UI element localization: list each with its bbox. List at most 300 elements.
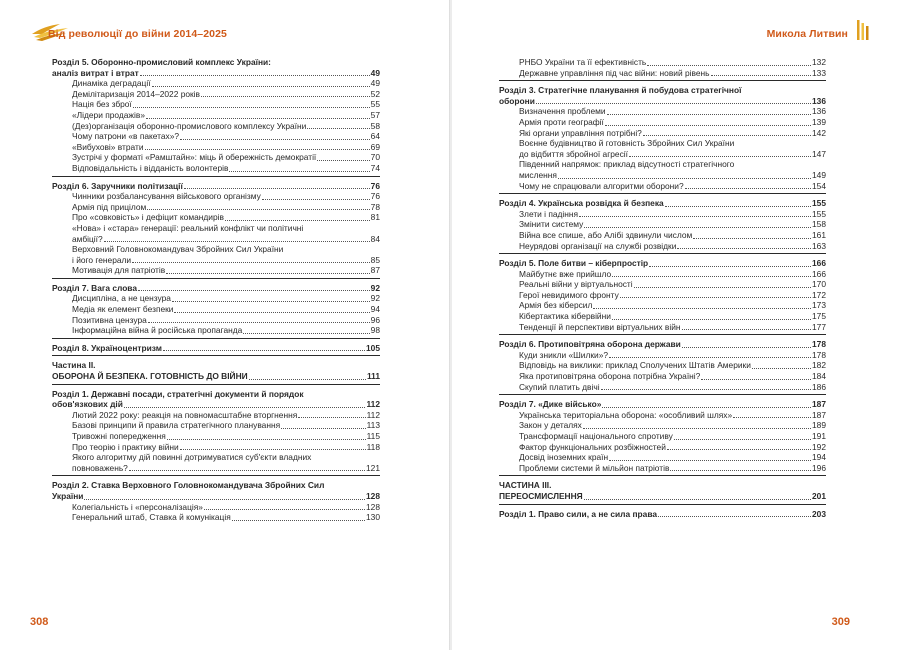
toc-entry-title: Генеральний штаб, Ставка й комунікація — [72, 512, 231, 523]
toc-subsection-entry[interactable] — [499, 181, 826, 192]
toc-page-number: 187 — [812, 409, 826, 420]
toc-page-number: 155 — [812, 208, 826, 219]
toc-subsection-entry[interactable] — [499, 138, 826, 149]
toc-entry-title: Відповідь на виклики: приклад Сполучених Штатів Америки — [519, 360, 751, 371]
toc-entry-title: Відповідальність і відданість волонтерів — [72, 162, 229, 173]
toc-chapter-entry[interactable] — [52, 480, 380, 491]
toc-page-number: 52 — [370, 88, 380, 99]
toc-page-number: 187 — [812, 399, 826, 410]
toc-page-number: 112 — [366, 399, 380, 410]
toc-subsection-entry[interactable] — [499, 279, 826, 290]
toc-page-number: 191 — [812, 431, 826, 441]
toc-entry-title: до відбиття збройної агресії — [519, 148, 628, 159]
dot-leader — [665, 206, 811, 207]
section-separator — [52, 176, 380, 177]
section-separator — [52, 338, 380, 339]
dot-leader — [649, 266, 811, 267]
toc-entry-title: Розділ 1. Право сили, а не сила права — [499, 508, 658, 519]
toc-page-number: 154 — [812, 180, 826, 191]
toc-entry-title: Дисципліна, а не цензура — [72, 293, 171, 304]
toc-chapter-entry[interactable] — [499, 491, 826, 502]
dot-leader — [733, 417, 811, 418]
toc-entry-title: Трансформації національного спротиву — [519, 431, 673, 441]
toc-entry-title: Розділ 7. «Дике військо» — [499, 399, 602, 410]
dot-leader — [558, 178, 811, 179]
dot-leader — [612, 319, 811, 320]
toc-subsection-entry[interactable] — [499, 431, 826, 442]
dot-leader — [620, 297, 811, 298]
toc-page-number: 112 — [366, 409, 380, 420]
toc-entry-title: Інформаційна війна й російська пропаганда — [72, 325, 243, 336]
toc-subsection-entry[interactable] — [52, 121, 380, 132]
toc-subsection-entry[interactable] — [52, 431, 380, 442]
toc-entry-title: Про теорію і практику війни — [72, 441, 179, 452]
toc-page-number: 113 — [366, 420, 380, 431]
toc-entry-title: Чинники розбалансування військового організму — [72, 191, 261, 202]
toc-page-number: 69 — [370, 141, 380, 152]
toc-page-number: 78 — [370, 201, 380, 212]
toc-chapter-entry[interactable] — [499, 509, 826, 520]
toc-entry-title: Фактор функціональних розбіжностей — [519, 441, 666, 452]
toc-entry-title: Яка протиповітряна оборона потрібна Україні? — [519, 371, 701, 382]
toc-subsection-entry[interactable] — [499, 371, 826, 382]
toc-entry-title: Чому не спрацювали алгоритми оборони? — [519, 180, 684, 191]
section-separator — [52, 384, 380, 385]
toc-subsection-entry[interactable] — [52, 110, 380, 121]
toc-subsection-entry[interactable] — [52, 410, 380, 421]
toc-entry-title: Проблеми системи й мільйон патріотів — [519, 462, 670, 473]
toc-entry-title: Неурядові організації на службі розвідки — [519, 240, 677, 251]
toc-subsection-entry[interactable] — [52, 212, 380, 223]
dot-leader — [184, 188, 370, 189]
toc-subsection-entry[interactable] — [499, 57, 826, 68]
toc-entry-title: Розділ 6. Заручники політизації — [52, 180, 183, 191]
toc-entry-title: аналіз витрат і втрат — [52, 67, 139, 78]
dot-leader — [693, 238, 811, 239]
section-separator — [499, 394, 826, 395]
toc-page-number: 142 — [812, 127, 826, 138]
toc-page-number: 186 — [812, 381, 826, 392]
part-heading: Частина II. — [52, 360, 96, 371]
dot-leader — [232, 520, 365, 521]
toc-chapter-entry[interactable] — [52, 371, 380, 382]
toc-page-number: 194 — [812, 452, 826, 463]
toc-entry-title: Колегіальність і «персоналізація» — [72, 501, 203, 512]
table-of-contents — [499, 57, 826, 519]
toc-chapter-entry[interactable] — [52, 181, 380, 192]
toc-entry-title: Розділ 7. Вага слова — [52, 282, 138, 293]
toc-chapter-entry[interactable] — [52, 57, 380, 68]
dot-leader — [249, 379, 366, 380]
toc-page-number: 76 — [370, 180, 380, 191]
toc-page-number: 133 — [812, 67, 826, 78]
toc-subsection-entry[interactable] — [52, 255, 380, 266]
toc-page-number: 158 — [812, 219, 826, 230]
page-number: 308 — [30, 616, 49, 628]
toc-page-number: 161 — [812, 229, 826, 240]
dot-leader — [643, 135, 811, 136]
toc-page-number: 118 — [366, 441, 380, 452]
toc-chapter-entry[interactable] — [499, 399, 826, 410]
toc-page-number: 192 — [812, 441, 826, 452]
toc-entry-title: мислення — [519, 169, 557, 180]
toc-entry-title: Герої невидимого фронту — [519, 289, 619, 300]
toc-entry-title: ОБОРОНА Й БЕЗПЕКА. ГОТОВНІСТЬ ДО ВІЙНИ — [52, 371, 248, 382]
toc-page-number: 149 — [812, 169, 826, 180]
toc-page-number: 173 — [812, 300, 826, 311]
toc-entry-title: Армія під прицілом — [72, 201, 147, 212]
section-separator — [499, 80, 826, 81]
toc-entry-title: Воєнне будівництво й готовність Збройних Сил України — [519, 138, 735, 149]
toc-subsection-entry[interactable] — [52, 78, 380, 89]
toc-subsection-entry[interactable] — [52, 163, 380, 174]
toc-subsection-entry[interactable] — [499, 463, 826, 474]
toc-page-number: 49 — [370, 67, 380, 78]
section-separator — [499, 253, 826, 254]
toc-subsection-entry[interactable] — [52, 244, 380, 255]
bars-logo-icon — [856, 18, 870, 42]
toc-entry-title: Тенденції й перспективи віртуальних війн — [519, 321, 681, 332]
dot-leader — [146, 118, 370, 119]
toc-page-number: 105 — [366, 342, 380, 353]
toc-page-number: 130 — [366, 512, 380, 523]
toc-entry-title: Якого алгоритму дій повинні дотримуватися суб'єкти владних — [72, 452, 312, 463]
toc-chapter-entry[interactable] — [499, 96, 826, 107]
toc-page-number: 128 — [366, 490, 380, 501]
toc-page-number: 147 — [812, 148, 826, 159]
toc-page-number: 177 — [812, 321, 826, 332]
toc-subsection-entry[interactable] — [499, 149, 826, 160]
toc-subsection-entry[interactable] — [499, 452, 826, 463]
toc-page-number: 201 — [812, 490, 826, 501]
dot-leader — [629, 156, 811, 157]
toc-entry-title: Зустрічі у форматі «Рамштайн»: міць й обережність демократії — [72, 152, 317, 163]
dot-leader — [201, 96, 370, 97]
dot-leader — [634, 287, 811, 288]
toc-subsection-entry[interactable] — [52, 202, 380, 213]
dot-leader — [682, 329, 811, 330]
right-page — [452, 0, 900, 650]
toc-entry-title: РНБО України та її ефективність — [519, 57, 647, 67]
section-separator — [499, 193, 826, 194]
toc-chapter-entry[interactable] — [499, 339, 826, 350]
toc-entry-title: Куди зникли «Шилки»? — [519, 349, 609, 360]
toc-page-number: 55 — [370, 99, 380, 110]
toc-subsection-entry[interactable] — [499, 219, 826, 230]
toc-entry-title: Злети і падіння — [519, 208, 579, 219]
toc-chapter-entry[interactable] — [499, 198, 826, 209]
toc-entry-title: України — [52, 490, 84, 501]
dot-leader — [129, 470, 365, 471]
toc-subsection-entry[interactable] — [499, 311, 826, 322]
dot-leader — [84, 499, 365, 500]
toc-subsection-entry[interactable] — [52, 502, 380, 513]
toc-chapter-entry[interactable] — [499, 85, 826, 96]
toc-chapter-entry[interactable] — [52, 491, 380, 502]
toc-entry-title: Майбутнє вже прийшло — [519, 268, 612, 279]
toc-page-number: 178 — [812, 349, 826, 360]
toc-entry-title: повноважень? — [72, 462, 128, 473]
dot-leader — [281, 428, 366, 429]
dot-leader — [243, 333, 369, 334]
toc-entry-title: Розділ 4. Українська розвідка й безпека — [499, 198, 664, 209]
toc-subsection-entry[interactable] — [52, 89, 380, 100]
toc-page-number: 128 — [366, 501, 380, 512]
dot-leader — [593, 308, 811, 309]
toc-entry-title: Верховний Головнокомандувач Збройних Сил України — [72, 244, 284, 255]
toc-page-number: 94 — [370, 304, 380, 315]
toc-chapter-entry[interactable] — [52, 68, 380, 79]
toc-entry-title: Нація без зброї — [72, 99, 132, 110]
toc-chapter-entry[interactable] — [499, 258, 826, 269]
dot-leader — [229, 171, 369, 172]
dot-leader — [262, 199, 370, 200]
toc-entry-title: Розділ 3. Стратегічне планування й побудова стратегічної — [499, 85, 742, 96]
toc-page-number: 184 — [812, 371, 826, 382]
toc-subsection-entry[interactable] — [52, 512, 380, 523]
toc-page-number: 121 — [366, 462, 380, 473]
toc-page-number: 74 — [370, 162, 380, 173]
dot-leader — [166, 273, 369, 274]
toc-chapter-entry[interactable] — [52, 283, 380, 294]
toc-subsection-entry[interactable] — [499, 128, 826, 139]
dot-leader — [298, 417, 365, 418]
dot-leader — [609, 357, 811, 358]
toc-entry-title: Державне управління під час війни: новий рівень — [519, 67, 710, 78]
section-separator — [499, 334, 826, 335]
toc-page-number: 166 — [812, 258, 826, 269]
dot-leader — [647, 65, 811, 66]
toc-subsection-entry[interactable] — [499, 159, 826, 170]
toc-subsection-entry[interactable] — [52, 99, 380, 110]
toc-entry-title: Позитивна цензура — [72, 314, 147, 325]
toc-entry-title: Демілітаризація 2014–2022 років — [72, 88, 200, 99]
toc-subsection-entry[interactable] — [499, 420, 826, 431]
section-separator — [499, 504, 826, 505]
dot-leader — [133, 107, 370, 108]
dot-leader — [670, 470, 811, 471]
toc-page-number: 64 — [370, 131, 380, 142]
toc-subsection-entry[interactable] — [499, 269, 826, 280]
dot-leader — [163, 350, 365, 351]
toc-page-number: 76 — [370, 191, 380, 202]
dot-leader — [180, 139, 370, 140]
toc-subsection-entry[interactable] — [499, 360, 826, 371]
toc-subsection-entry[interactable] — [52, 131, 380, 142]
toc-page-number: 175 — [812, 311, 826, 322]
dot-leader — [174, 312, 369, 313]
toc-subsection-entry[interactable] — [52, 191, 380, 202]
toc-entry-title: Тривожні попередження — [72, 431, 166, 441]
toc-subsection-entry[interactable] — [499, 117, 826, 128]
dot-leader — [667, 449, 811, 450]
toc-entry-title: Розділ 8. Україноцентризм — [52, 342, 162, 353]
toc-subsection-entry[interactable] — [499, 106, 826, 117]
toc-page-number: 57 — [370, 109, 380, 120]
toc-entry-title: (Дез)організація оборонно-промислового комплексу України — [72, 120, 307, 131]
dot-leader — [172, 301, 370, 302]
dot-leader — [124, 407, 366, 408]
toc-subsection-entry[interactable] — [499, 170, 826, 181]
section-separator — [52, 475, 380, 476]
section-separator — [52, 278, 380, 279]
toc-chapter-entry[interactable] — [52, 399, 380, 410]
toc-entry-title: «Вибухові» втрати — [72, 141, 144, 152]
dot-leader — [607, 114, 811, 115]
toc-entry-title: Лютий 2022 року: реакція на повномасштабне вторгнення — [72, 409, 298, 420]
toc-entry-title: Медіа як елемент безпеки — [72, 304, 174, 315]
dot-leader — [685, 188, 811, 189]
toc-page-number: 81 — [370, 212, 380, 223]
dot-leader — [602, 407, 811, 408]
toc-subsection-entry[interactable] — [499, 209, 826, 220]
toc-entry-title: Південний напрямок: приклад відсутності стратегічного — [519, 159, 735, 170]
dot-leader — [677, 248, 811, 249]
toc-page-number: 189 — [812, 420, 826, 431]
toc-entry-title: і його генерали — [72, 254, 132, 265]
table-of-contents — [52, 57, 380, 523]
toc-page-number: 58 — [370, 120, 380, 131]
toc-page-number: 92 — [370, 293, 380, 304]
toc-entry-title: обов'язкових дій — [52, 399, 123, 410]
dot-leader — [605, 125, 811, 126]
dot-leader — [147, 209, 369, 210]
toc-subsection-entry[interactable] — [499, 68, 826, 79]
running-head: Від революції до війни 2014–2025 — [48, 28, 227, 40]
toc-page-number: 155 — [812, 198, 826, 209]
dot-leader — [138, 290, 370, 291]
dot-leader — [658, 516, 811, 517]
toc-subsection-entry[interactable] — [499, 442, 826, 453]
dot-leader — [584, 227, 811, 228]
toc-page-number: 111 — [366, 371, 380, 382]
dot-leader — [601, 389, 811, 390]
dot-leader — [609, 460, 811, 461]
toc-page-number: 166 — [812, 268, 826, 279]
dot-leader — [167, 439, 366, 440]
toc-subsection-entry[interactable] — [52, 420, 380, 431]
toc-page-number: 70 — [370, 152, 380, 163]
toc-page-number: 115 — [366, 431, 380, 441]
dot-leader — [752, 368, 811, 369]
toc-subsection-entry[interactable] — [499, 410, 826, 421]
toc-subsection-entry[interactable] — [52, 442, 380, 453]
toc-subsection-entry[interactable] — [52, 293, 380, 304]
toc-entry-title: Війна все спише, або Алібі здвинули числом — [519, 229, 693, 240]
toc-page-number: 49 — [370, 78, 380, 89]
page-number: 309 — [831, 616, 850, 628]
toc-page-number: 136 — [812, 106, 826, 117]
dot-leader — [152, 86, 370, 87]
dot-leader — [536, 103, 811, 104]
dot-leader — [145, 149, 370, 150]
toc-subsection-entry[interactable] — [499, 241, 826, 252]
toc-entry-title: Динаміка деградації — [72, 78, 151, 89]
toc-subsection-entry[interactable] — [52, 452, 380, 463]
toc-entry-title: Базові принципи й правила стратегічного планування — [72, 420, 281, 431]
dot-leader — [682, 347, 811, 348]
toc-subsection-entry[interactable] — [52, 234, 380, 245]
dot-leader — [701, 379, 811, 380]
toc-page-number: 132 — [812, 57, 826, 67]
toc-subsection-entry[interactable] — [499, 230, 826, 241]
toc-subsection-entry[interactable] — [52, 223, 380, 234]
toc-entry-title: «Лідери продажів» — [72, 109, 146, 120]
toc-entry-title: Армія проти географії — [519, 116, 604, 127]
toc-page-number: 92 — [370, 282, 380, 293]
toc-page-number: 96 — [370, 314, 380, 325]
toc-entry-title: оборони — [499, 95, 535, 106]
toc-subsection-entry[interactable] — [499, 382, 826, 393]
dot-leader — [711, 75, 812, 76]
toc-page-number: 136 — [812, 95, 826, 106]
toc-entry-title: амбіції? — [72, 233, 103, 244]
toc-subsection-entry[interactable] — [499, 300, 826, 311]
dot-leader — [204, 509, 365, 510]
toc-subsection-entry[interactable] — [499, 350, 826, 361]
toc-entry-title: Чому патрони «в пакетах»? — [72, 131, 180, 142]
dot-leader — [225, 220, 370, 221]
section-separator — [499, 475, 826, 476]
toc-entry-title: Кібертактика кібервійни — [519, 311, 611, 322]
toc-entry-title: Досвід іноземних країн — [519, 452, 609, 463]
toc-entry-title: Змінити систему — [519, 219, 584, 230]
toc-entry-title: Про «совковість» і дефіцит командирів — [72, 212, 224, 223]
toc-subsection-entry[interactable] — [52, 152, 380, 163]
toc-entry-title: Армія без кіберсил — [519, 300, 593, 311]
toc-entry-title: Визначення проблеми — [519, 106, 606, 117]
toc-entry-title: Розділ 2. Ставка Верховного Головнокомандувача Збройних Сил — [52, 480, 325, 491]
section-separator — [52, 355, 380, 356]
toc-page-number: 203 — [812, 508, 826, 519]
toc-subsection-entry[interactable] — [52, 315, 380, 326]
toc-page-number: 178 — [812, 339, 826, 350]
dot-leader — [584, 499, 811, 500]
toc-chapter-entry[interactable] — [52, 389, 380, 400]
toc-subsection-entry[interactable] — [52, 304, 380, 315]
toc-entry-title: Реальні війни у віртуальності — [519, 279, 633, 290]
toc-subsection-entry[interactable] — [52, 142, 380, 153]
dot-leader — [612, 276, 811, 277]
toc-page-number: 163 — [812, 240, 826, 251]
dot-leader — [180, 449, 366, 450]
toc-subsection-entry[interactable] — [52, 265, 380, 276]
toc-page-number: 170 — [812, 279, 826, 290]
toc-subsection-entry[interactable] — [52, 463, 380, 474]
part-heading: ЧАСТИНА III. — [499, 480, 552, 491]
toc-page-number: 98 — [370, 325, 380, 336]
running-head: Микола Литвин — [766, 28, 848, 40]
toc-subsection-entry[interactable] — [499, 322, 826, 333]
toc-entry-title: Мотивація для патріотів — [72, 265, 166, 276]
toc-chapter-entry[interactable] — [52, 343, 380, 354]
toc-entry-title: Закон у деталях — [519, 420, 582, 431]
toc-entry-title: «Нова» і «стара» генерації: реальний конфлікт чи політичні — [72, 222, 304, 233]
dot-leader — [317, 160, 369, 161]
dot-leader — [132, 262, 370, 263]
toc-subsection-entry[interactable] — [499, 290, 826, 301]
dot-leader — [140, 75, 370, 76]
toc-subsection-entry[interactable] — [52, 325, 380, 336]
dot-leader — [674, 439, 811, 440]
dot-leader — [104, 241, 370, 242]
toc-page-number: 87 — [370, 265, 380, 276]
dot-leader — [583, 428, 811, 429]
toc-page-number: 196 — [812, 462, 826, 473]
toc-entry-title: Українська територіальна оборона: «особливий шлях» — [519, 409, 733, 420]
toc-entry-title: Які органи управління потрібні? — [519, 127, 642, 138]
toc-page-number: 139 — [812, 116, 826, 127]
